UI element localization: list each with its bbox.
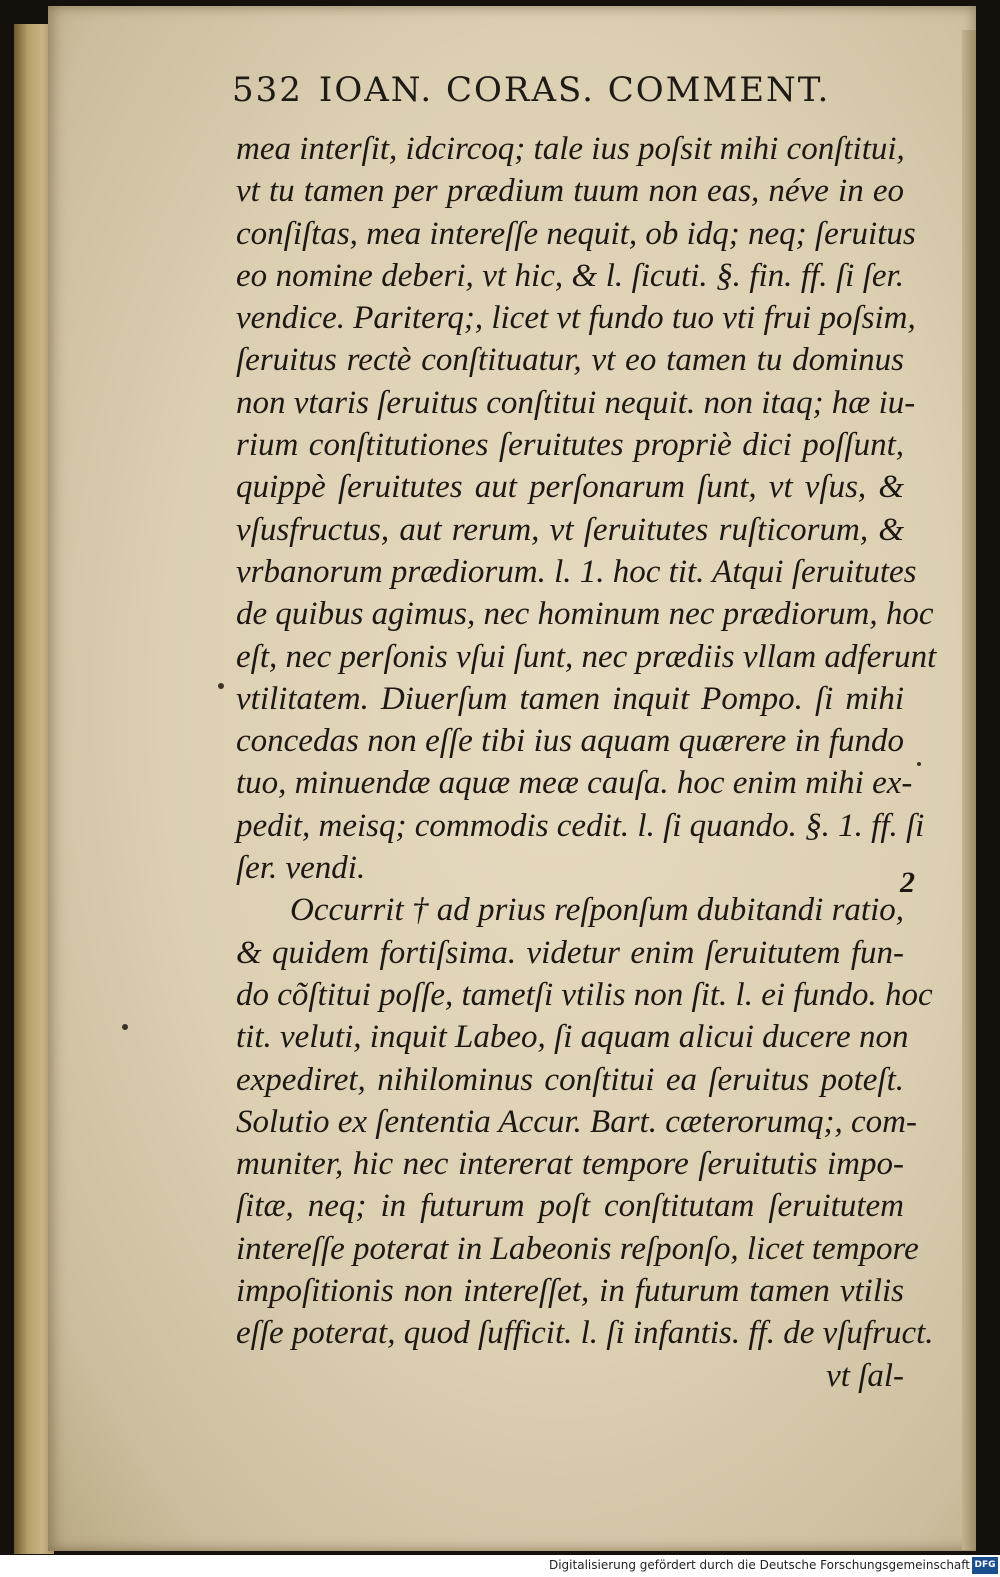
digitization-footer <box>0 1555 1000 1577</box>
page-edge <box>962 30 976 1550</box>
margin-note: 2 <box>900 866 915 899</box>
ink-speck <box>218 683 224 689</box>
funding-credit: Digitalisierung gefördert durch die Deutsche Forschungsgemeinschaft <box>548 1558 970 1572</box>
text-line: intereſſe poterat in Labeonis reſponſo, licet tempore <box>236 1230 919 1267</box>
text-line: conſiſtas, mea intereſſe nequit, ob idq; neq; ſeruitus <box>236 215 916 252</box>
text-line: mea interſit, idcircoq; tale ius poſsit mihi conſtitui, <box>236 131 905 167</box>
text-line: vrbanorum prædiorum. l. 1. hoc tit. Atqui ſeruitutes <box>236 553 917 590</box>
text-line: tit. veluti, inquit Labeo, ſi aquam alicui ducere non <box>236 1019 909 1056</box>
catchword: vt ſal- <box>826 1357 904 1394</box>
text-line: ſeruitus rectè conſtituatur, vt eo tamen tu dominus <box>236 342 904 379</box>
text-line: Occurrit † ad prius reſponſum dubitandi ratio, <box>290 892 904 929</box>
page-number: 532 <box>232 70 303 110</box>
text-line: vſusfructus, aut rerum, vt ſeruitutes ruſticorum, & <box>236 511 904 548</box>
text-line: de quibus agimus, nec hominum nec prædiorum, hoc <box>236 596 934 633</box>
text-line: non vtaris ſeruitus conſtitui nequit. non itaq; hæ iu- <box>236 384 916 421</box>
body-text <box>236 128 937 1397</box>
text-line: eſſe poterat, quod ſufficit. l. ſi infantis. ff. de vſufruct. <box>236 1315 934 1352</box>
text-line: vt tu tamen per prædium tuum non eas, néve in eo <box>236 173 904 210</box>
text-line: Solutio ex ſententia Accur. Bart. cæterorumq;, com- <box>236 1103 917 1140</box>
running-title: IOAN. CORAS. COMMENT. <box>318 70 831 110</box>
ink-speck <box>122 1024 128 1030</box>
text-line: expediret, nihilominus conſtitui ea ſeruitus poteſt. <box>236 1061 904 1098</box>
text-line: tuo, minuendæ aquæ meæ cauſa. hoc enim mihi ex- <box>236 765 913 802</box>
text-line: rium conſtitutiones ſeruitutes propriè dici poſſunt, <box>236 427 904 464</box>
text-line: eſt, nec perſonis vſui ſunt, nec prædiis vllam adferunt <box>236 638 937 675</box>
text-line: ſer. vendi. <box>236 850 366 887</box>
text-line: impoſitionis non intereſſet, in futurum tamen vtilis <box>236 1273 904 1310</box>
dfg-logo: DFG <box>972 1557 998 1574</box>
text-line: do cõſtitui poſſe, tametſi vtilis non ſit. l. ei fundo. hoc <box>236 976 933 1013</box>
text-line: muniter, hic nec intererat tempore ſeruitutis impo- <box>236 1146 904 1183</box>
ink-speck <box>917 762 921 766</box>
text-line: vtilitatem. Diuerſum tamen inquit Pompo. ſi mihi <box>236 680 904 717</box>
text-line: ſitæ, neq; in futurum poſt conſtitutam ſeruitutem <box>236 1188 904 1225</box>
text-line: concedas non eſſe tibi ius aquam quærere in fundo <box>236 723 904 760</box>
running-header <box>232 70 831 120</box>
text-line: vendice. Pariterq;, licet vt fundo tuo vti frui poſsim, <box>236 300 916 337</box>
text-line: & quidem fortiſsima. videtur enim ſeruitutem fun- <box>236 934 904 971</box>
text-line: quippè ſeruitutes aut perſonarum ſunt, vt vſus, & <box>236 469 904 506</box>
text-line: eo nomine deberi, vt hic, & l. ſicuti. §. fin. ff. ſi ſer. <box>236 257 904 294</box>
text-line: pedit, meisq; commodis cedit. l. ſi quando. §. 1. ff. ſi <box>236 807 925 844</box>
